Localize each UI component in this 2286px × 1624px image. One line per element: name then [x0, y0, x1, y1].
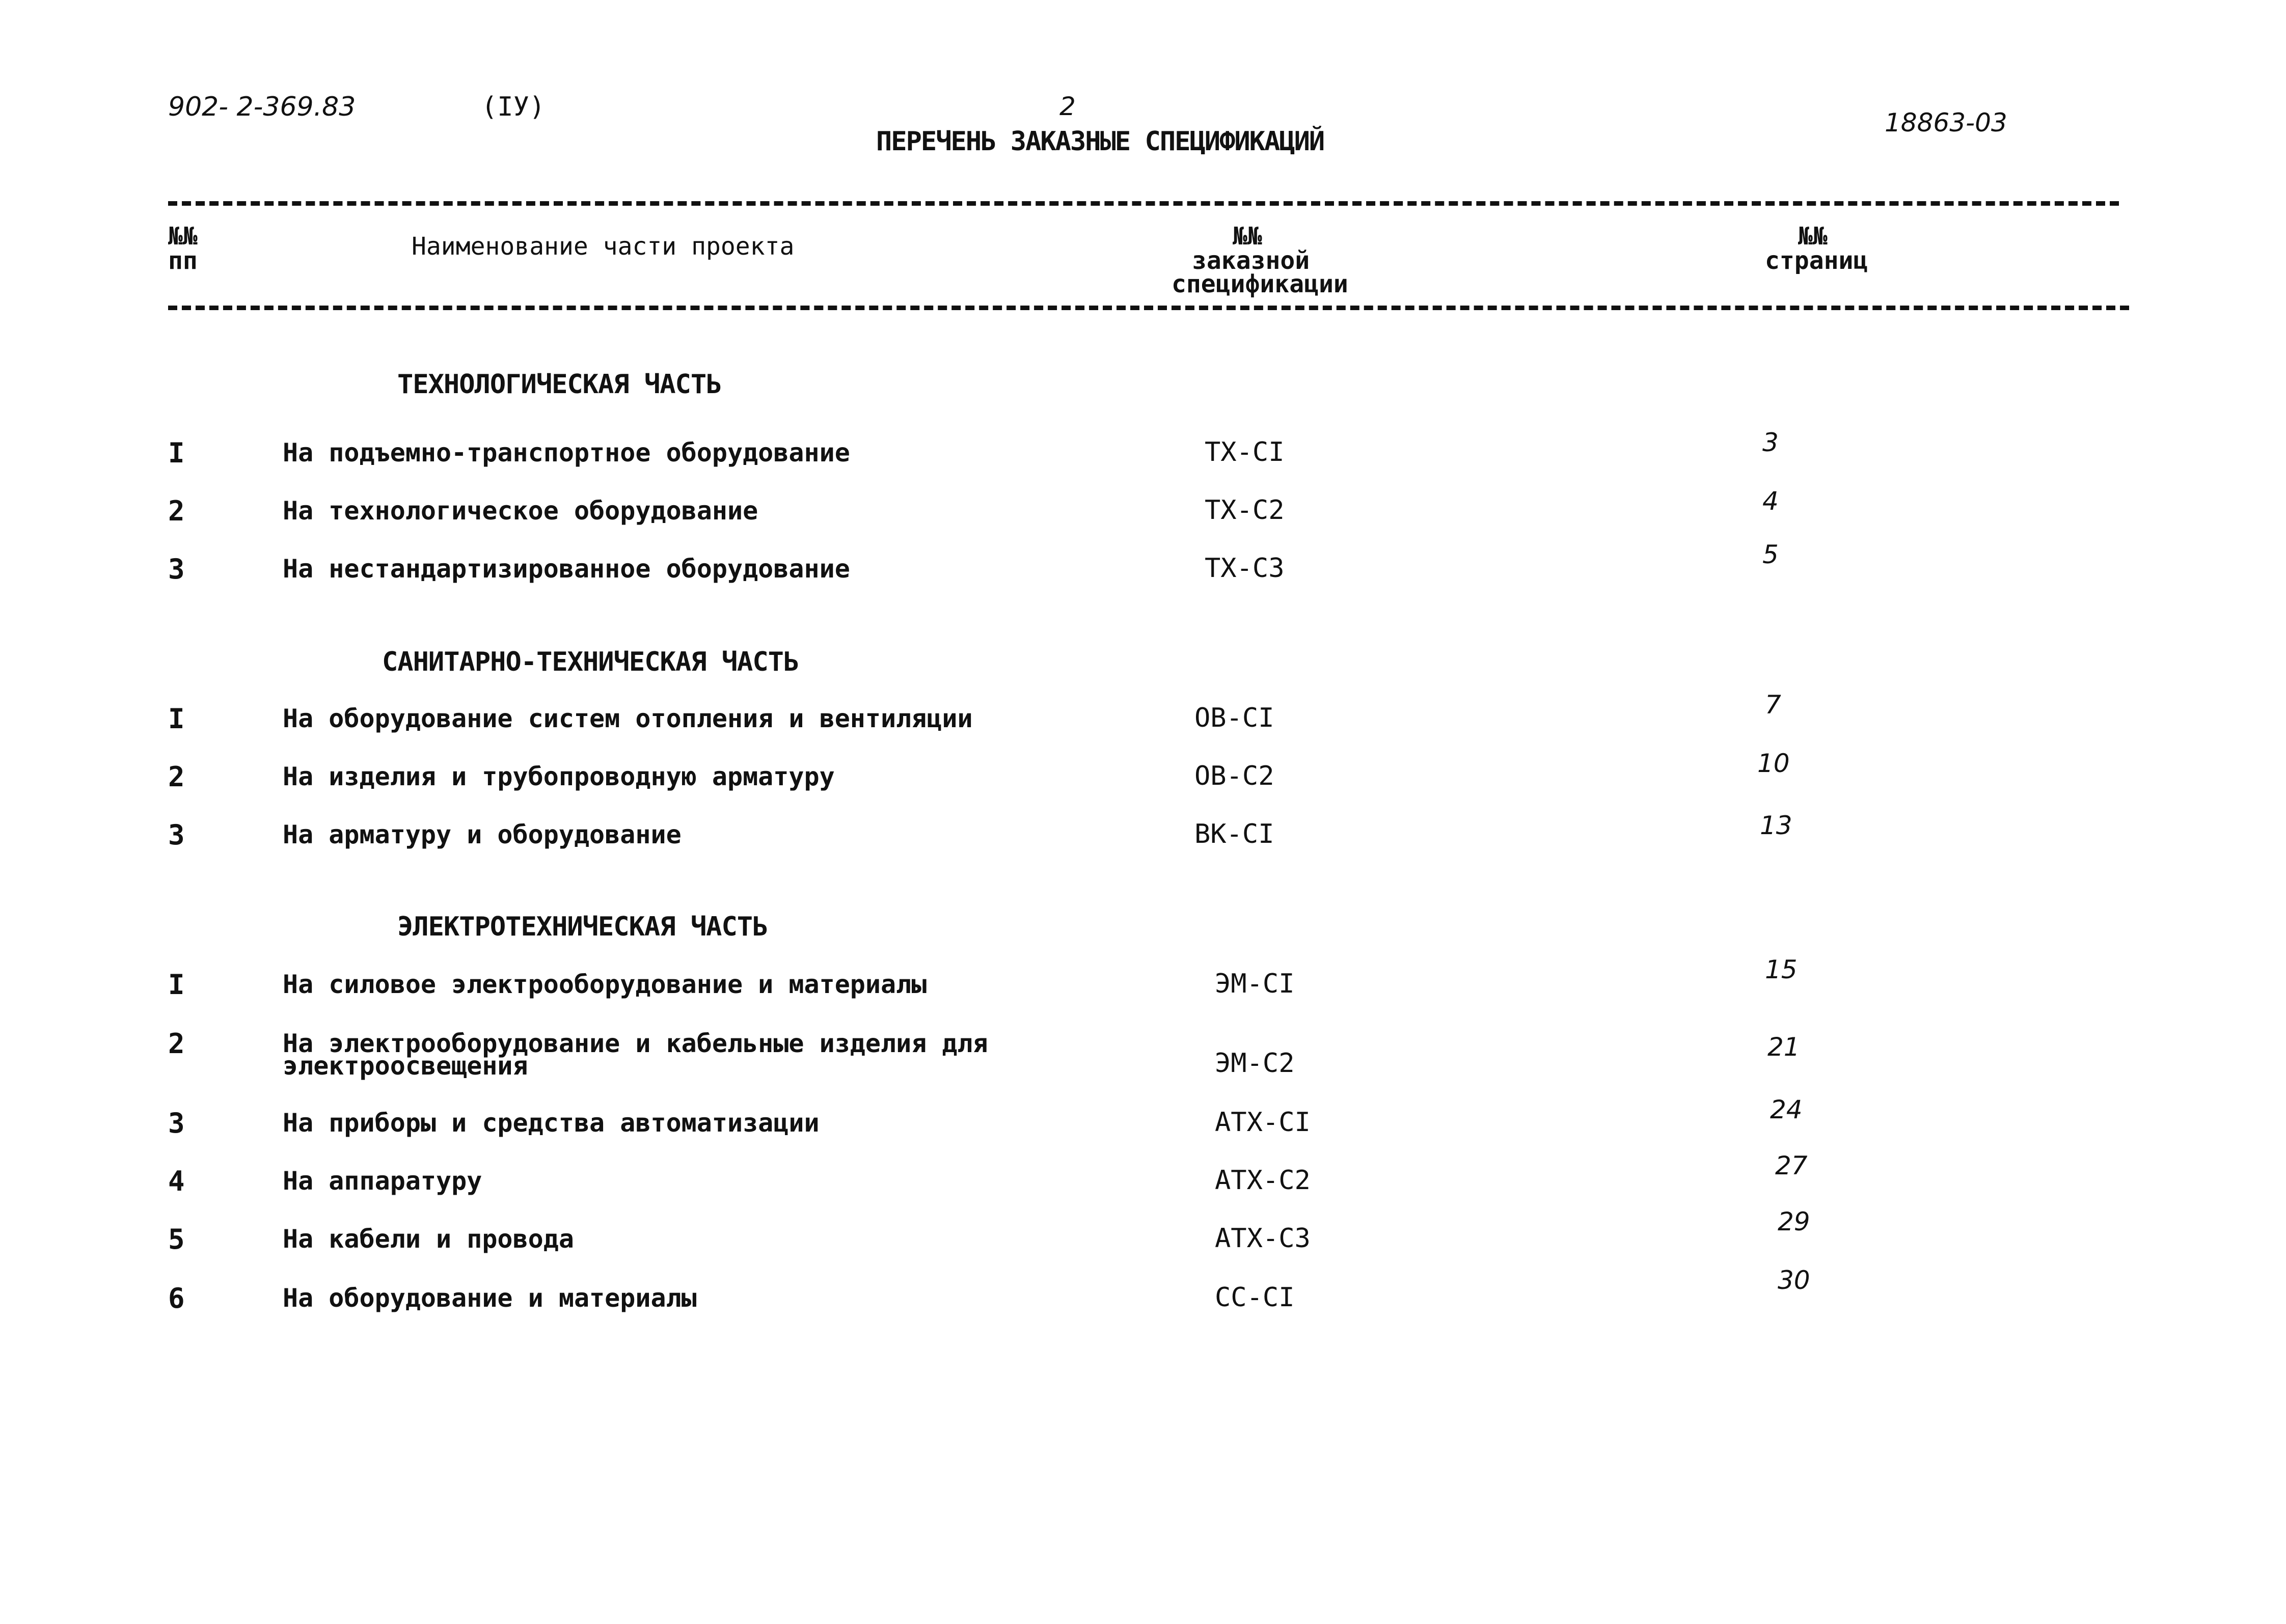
- row-code: АТХ-СI: [1215, 1107, 1311, 1138]
- row-page: 13: [1760, 811, 1792, 840]
- row-name: На технологическое оборудование: [283, 496, 758, 526]
- row-number: I: [168, 703, 185, 735]
- row-page: 21: [1767, 1032, 1800, 1062]
- row-name: На приборы и средства автоматизации: [283, 1108, 820, 1138]
- row-page: 29: [1778, 1207, 1810, 1236]
- row-code: СС-СI: [1215, 1282, 1295, 1313]
- row-code: ОВ-СI: [1194, 703, 1274, 733]
- row-name: На нестандартизированное оборудование: [283, 554, 850, 584]
- page-number: 2: [1059, 92, 1076, 121]
- pages-column-header: страниц: [1765, 246, 1868, 275]
- row-name: На оборудование систем отопления и вентиляции: [283, 704, 973, 733]
- row-number: 5: [168, 1223, 185, 1255]
- row-code: ОВ-С2: [1194, 761, 1274, 791]
- row-number: 2: [168, 1028, 185, 1060]
- top-dashed-rule: [168, 201, 2119, 206]
- row-name: На аппаратуру: [283, 1166, 482, 1196]
- document-number: 902- 2-369.83: [168, 92, 356, 122]
- row-name: На изделия и трубопроводную арматуру: [283, 762, 835, 791]
- row-code: ТХ-С2: [1205, 495, 1285, 526]
- row-code: ЭМ-СI: [1215, 969, 1295, 999]
- pages-mark: №№: [1798, 222, 1828, 251]
- row-number: 3: [168, 1107, 185, 1139]
- row-page: 5: [1762, 540, 1779, 569]
- row-number: 3: [168, 819, 185, 851]
- row-name: На электрооборудование и кабельные изделия для: [283, 1029, 988, 1058]
- row-name: На кабели и провода: [283, 1224, 574, 1254]
- row-number: 6: [168, 1282, 185, 1314]
- inventory-number: 18863-03: [1885, 108, 2007, 137]
- name-column-header: Наименование части проекта: [412, 232, 795, 261]
- volume-label: (IУ): [481, 92, 546, 122]
- row-number: 2: [168, 495, 185, 527]
- header-dashed-rule: [168, 306, 2129, 310]
- row-code: ЭМ-С2: [1215, 1048, 1295, 1079]
- row-page: 24: [1770, 1095, 1803, 1124]
- row-page: 10: [1757, 749, 1790, 778]
- row-page: 15: [1765, 955, 1798, 984]
- row-page: 4: [1762, 486, 1779, 516]
- row-name: На подъемно-транспортное оборудование: [283, 438, 850, 467]
- row-page: 3: [1762, 428, 1779, 457]
- row-code: АТХ-С3: [1215, 1223, 1311, 1254]
- row-page: 7: [1765, 690, 1781, 720]
- row-code: АТХ-С2: [1215, 1165, 1311, 1196]
- spec-column-header-line1: заказной: [1192, 246, 1310, 275]
- section-title-sanitary: САНИТАРНО-ТЕХНИЧЕСКАЯ ЧАСТЬ: [382, 647, 799, 677]
- row-number: 2: [168, 761, 185, 793]
- row-name: На арматуру и оборудование: [283, 820, 682, 849]
- row-code: ТХ-С3: [1205, 553, 1285, 584]
- section-title-technological: ТЕХНОЛОГИЧЕСКАЯ ЧАСТЬ: [397, 369, 722, 400]
- num-column-header: пп: [168, 246, 198, 275]
- row-page: 27: [1775, 1151, 1808, 1180]
- row-page: 30: [1778, 1265, 1810, 1295]
- section-title-electrical: ЭЛЕКТРОТЕХНИЧЕСКАЯ ЧАСТЬ: [397, 912, 768, 942]
- row-number: 4: [168, 1165, 185, 1197]
- row-name: На силовое электрооборудование и материалы: [283, 970, 927, 999]
- row-number: I: [168, 969, 185, 1001]
- page-title: ПЕРЕЧЕНЬ ЗАКАЗНЫЕ СПЕЦИФИКАЦИЙ: [876, 126, 1324, 157]
- row-number: 3: [168, 553, 185, 585]
- row-number: I: [168, 437, 185, 469]
- num-mark: №№: [168, 222, 198, 251]
- row-code: ТХ-СI: [1205, 437, 1285, 467]
- spec-column-header-line2: спецификации: [1172, 270, 1348, 298]
- spec-mark: №№: [1233, 222, 1262, 251]
- row-code: ВК-СI: [1194, 819, 1274, 849]
- row-name-continuation: электроосвещения: [283, 1051, 528, 1081]
- row-name: На оборудование и материалы: [283, 1283, 697, 1313]
